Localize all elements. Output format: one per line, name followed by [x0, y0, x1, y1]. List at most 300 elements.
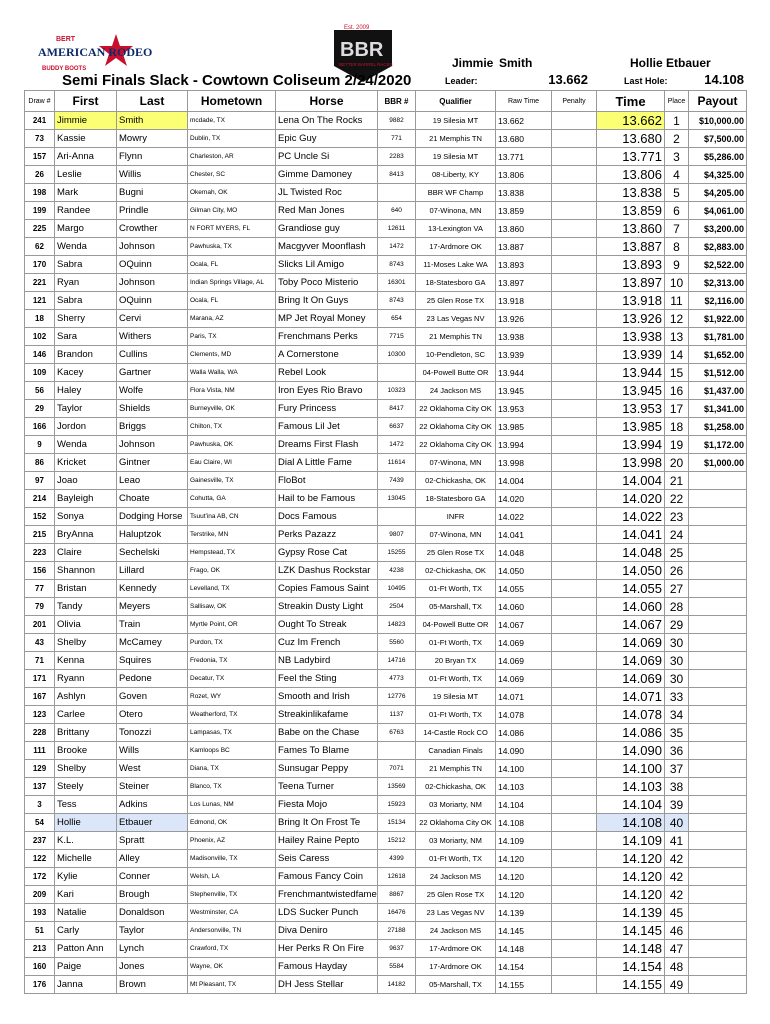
cell-raw-time: 13.938 — [496, 328, 552, 346]
cell-hometown: Flora Vista, NM — [188, 382, 276, 400]
cell-hometown: Chilton, TX — [188, 418, 276, 436]
cell-bbr: 2504 — [378, 598, 416, 616]
cell-first: Claire — [55, 544, 117, 562]
cell-payout — [689, 526, 747, 544]
cell-qualifier: 20 Bryan TX — [416, 652, 496, 670]
cell-horse: Bring It On Frost Te — [276, 814, 378, 832]
cell-horse: A Cornerstone — [276, 346, 378, 364]
cell-payout: $2,883.00 — [689, 238, 747, 256]
bbr-est-text: Est. 2009 — [344, 25, 370, 31]
cell-draw: 129 — [25, 760, 55, 778]
table-row — [25, 598, 747, 616]
cell-last: OQuinn — [117, 256, 188, 274]
cell-raw-time: 14.090 — [496, 742, 552, 760]
table-row — [25, 472, 747, 490]
cell-raw-time: 14.120 — [496, 850, 552, 868]
cell-bbr: 640 — [378, 202, 416, 220]
cell-place: 13 — [665, 328, 689, 346]
logo-small-text: BERT — [56, 36, 76, 43]
table-row — [25, 328, 747, 346]
table-row — [25, 796, 747, 814]
cell-time: 14.071 — [597, 688, 665, 706]
cell-raw-time: 14.055 — [496, 580, 552, 598]
cell-raw-time: 13.998 — [496, 454, 552, 472]
cell-raw-time: 13.926 — [496, 310, 552, 328]
cell-bbr: 771 — [378, 130, 416, 148]
cell-first: Janna — [55, 976, 117, 994]
cell-last: Bugni — [117, 184, 188, 202]
cell-horse: Fury Princess — [276, 400, 378, 418]
cell-draw: 170 — [25, 256, 55, 274]
cell-payout — [689, 922, 747, 940]
cell-draw: 167 — [25, 688, 55, 706]
cell-raw-time: 14.148 — [496, 940, 552, 958]
cell-raw-time: 14.154 — [496, 958, 552, 976]
cell-place: 36 — [665, 742, 689, 760]
cell-time: 14.120 — [597, 886, 665, 904]
cell-hometown: Levelland, TX — [188, 580, 276, 598]
cell-first: Joao — [55, 472, 117, 490]
cell-draw: 213 — [25, 940, 55, 958]
cell-last: Lillard — [117, 562, 188, 580]
cell-bbr: 27188 — [378, 922, 416, 940]
cell-first: Bristan — [55, 580, 117, 598]
cell-first: Jordon — [55, 418, 117, 436]
cell-raw-time: 13.953 — [496, 400, 552, 418]
table-row — [25, 526, 747, 544]
cell-penalty — [552, 922, 597, 940]
cell-raw-time: 14.020 — [496, 490, 552, 508]
cell-time: 14.004 — [597, 472, 665, 490]
cell-payout — [689, 652, 747, 670]
cell-payout: $1,000.00 — [689, 454, 747, 472]
cell-draw: 43 — [25, 634, 55, 652]
cell-horse: Grandiose guy — [276, 220, 378, 238]
table-row — [25, 418, 747, 436]
cell-penalty — [552, 652, 597, 670]
cell-last: Gintner — [117, 454, 188, 472]
cell-place: 6 — [665, 202, 689, 220]
cell-penalty — [552, 274, 597, 292]
table-row — [25, 202, 747, 220]
cell-first: Sabra — [55, 292, 117, 310]
cell-first: Shelby — [55, 634, 117, 652]
table-row — [25, 958, 747, 976]
cell-hometown: Blanco, TX — [188, 778, 276, 796]
cell-penalty — [552, 940, 597, 958]
table-row — [25, 148, 747, 166]
col-qualifier: Qualifier — [416, 91, 496, 112]
cell-bbr: 14823 — [378, 616, 416, 634]
cell-horse: Sunsugar Peppy — [276, 760, 378, 778]
cell-bbr: 8867 — [378, 886, 416, 904]
cell-hometown: Phoenix, AZ — [188, 832, 276, 850]
cell-time: 14.103 — [597, 778, 665, 796]
cell-draw: 225 — [25, 220, 55, 238]
cell-hometown: Dublin, TX — [188, 130, 276, 148]
table-row — [25, 778, 747, 796]
cell-payout — [689, 580, 747, 598]
cell-first: Tess — [55, 796, 117, 814]
cell-raw-time: 13.897 — [496, 274, 552, 292]
cell-last: Haluptzok — [117, 526, 188, 544]
cell-payout — [689, 778, 747, 796]
cell-last: Donaldson — [117, 904, 188, 922]
table-row — [25, 760, 747, 778]
cell-qualifier: 24 Jackson MS — [416, 382, 496, 400]
cell-bbr: 4238 — [378, 562, 416, 580]
cell-time: 13.771 — [597, 148, 665, 166]
cell-payout — [689, 670, 747, 688]
cell-draw: 209 — [25, 886, 55, 904]
cell-draw: 62 — [25, 238, 55, 256]
cell-time: 14.145 — [597, 922, 665, 940]
cell-bbr: 4399 — [378, 850, 416, 868]
cell-bbr: 14716 — [378, 652, 416, 670]
cell-raw-time: 14.120 — [496, 868, 552, 886]
cell-last: West — [117, 760, 188, 778]
cell-hometown: N FORT MYERS, FL — [188, 220, 276, 238]
cell-first: Carly — [55, 922, 117, 940]
cell-payout: $1,341.00 — [689, 400, 747, 418]
cell-place: 24 — [665, 526, 689, 544]
cell-penalty — [552, 706, 597, 724]
cell-place: 39 — [665, 796, 689, 814]
cell-time: 14.148 — [597, 940, 665, 958]
cell-last: Shields — [117, 400, 188, 418]
cell-horse: Seis Caress — [276, 850, 378, 868]
cell-payout — [689, 940, 747, 958]
cell-penalty — [552, 364, 597, 382]
cell-payout — [689, 634, 747, 652]
cell-payout — [689, 508, 747, 526]
cell-horse: Famous Hayday — [276, 958, 378, 976]
col-payout: Payout — [689, 91, 747, 112]
cell-time: 14.139 — [597, 904, 665, 922]
cell-payout — [689, 904, 747, 922]
cell-draw: 193 — [25, 904, 55, 922]
cell-payout — [689, 724, 747, 742]
table-row — [25, 670, 747, 688]
cell-raw-time: 13.860 — [496, 220, 552, 238]
logo-main-text: AMERICAN RODEO — [38, 45, 153, 59]
cell-payout: $4,061.00 — [689, 202, 747, 220]
cell-bbr: 6637 — [378, 418, 416, 436]
cell-draw: 109 — [25, 364, 55, 382]
cell-first: Tandy — [55, 598, 117, 616]
table-row — [25, 112, 747, 130]
cell-raw-time: 14.104 — [496, 796, 552, 814]
cell-time: 13.897 — [597, 274, 665, 292]
cell-penalty — [552, 490, 597, 508]
cell-hometown: Ocala, FL — [188, 256, 276, 274]
cell-time: 14.022 — [597, 508, 665, 526]
cell-time: 14.048 — [597, 544, 665, 562]
cell-hometown: Marana, AZ — [188, 310, 276, 328]
cell-horse: Diva Deniro — [276, 922, 378, 940]
cell-place: 7 — [665, 220, 689, 238]
cell-time: 13.838 — [597, 184, 665, 202]
table-row — [25, 256, 747, 274]
cell-last: Wills — [117, 742, 188, 760]
cell-qualifier: 17-Ardmore OK — [416, 958, 496, 976]
cell-last: Wolfe — [117, 382, 188, 400]
cell-draw: 160 — [25, 958, 55, 976]
cell-penalty — [552, 688, 597, 706]
cell-hometown: Terstrike, MN — [188, 526, 276, 544]
cell-hometown: Rozet, WY — [188, 688, 276, 706]
cell-draw: 166 — [25, 418, 55, 436]
cell-place: 20 — [665, 454, 689, 472]
cell-raw-time: 13.771 — [496, 148, 552, 166]
cell-raw-time: 13.918 — [496, 292, 552, 310]
cell-first: Shelby — [55, 760, 117, 778]
cell-bbr: 13569 — [378, 778, 416, 796]
cell-last: Flynn — [117, 148, 188, 166]
cell-last: Mowry — [117, 130, 188, 148]
cell-penalty — [552, 616, 597, 634]
cell-hometown: Weatherford, TX — [188, 706, 276, 724]
cell-qualifier: 01-Ft Worth, TX — [416, 634, 496, 652]
cell-place: 2 — [665, 130, 689, 148]
cell-time: 13.893 — [597, 256, 665, 274]
cell-penalty — [552, 544, 597, 562]
table-header-row — [25, 91, 747, 112]
cell-hometown: Okemah, OK — [188, 184, 276, 202]
cell-last: OQuinn — [117, 292, 188, 310]
cell-horse: Gimme Damoney — [276, 166, 378, 184]
cell-last: Leao — [117, 472, 188, 490]
cell-qualifier: 01-Ft Worth, TX — [416, 706, 496, 724]
cell-hometown: Pawhuska, OK — [188, 436, 276, 454]
cell-time: 14.100 — [597, 760, 665, 778]
cell-horse: Rebel Look — [276, 364, 378, 382]
cell-draw: 172 — [25, 868, 55, 886]
cell-horse: LZK Dashus Rockstar — [276, 562, 378, 580]
cell-time: 13.926 — [597, 310, 665, 328]
cell-payout — [689, 490, 747, 508]
cell-last: Gartner — [117, 364, 188, 382]
cell-draw: 121 — [25, 292, 55, 310]
cell-last: Dodging Horse — [117, 508, 188, 526]
leader-label: Leader: — [445, 76, 478, 86]
cell-raw-time: 13.859 — [496, 202, 552, 220]
cell-place: 4 — [665, 166, 689, 184]
cell-horse: Streakin Dusty Light — [276, 598, 378, 616]
cell-raw-time: 14.022 — [496, 508, 552, 526]
col-place: Place — [665, 91, 689, 112]
cell-raw-time: 13.806 — [496, 166, 552, 184]
cell-penalty — [552, 886, 597, 904]
cell-penalty — [552, 580, 597, 598]
table-row — [25, 688, 747, 706]
cell-payout: $1,512.00 — [689, 364, 747, 382]
cell-time: 14.078 — [597, 706, 665, 724]
cell-draw: 77 — [25, 580, 55, 598]
cell-raw-time: 13.945 — [496, 382, 552, 400]
last-hole-label: Last Hole: — [624, 76, 668, 86]
cell-horse: Her Perks R On Fire — [276, 940, 378, 958]
col-first: First — [55, 91, 117, 112]
cell-raw-time: 13.985 — [496, 418, 552, 436]
table-row — [25, 814, 747, 832]
cell-bbr: 9807 — [378, 526, 416, 544]
cell-bbr — [378, 364, 416, 382]
cell-raw-time: 14.078 — [496, 706, 552, 724]
cell-horse: Smooth and Irish — [276, 688, 378, 706]
cell-horse: Babe on the Chase — [276, 724, 378, 742]
cell-horse: Fames To Blame — [276, 742, 378, 760]
cell-raw-time: 13.944 — [496, 364, 552, 382]
cell-penalty — [552, 346, 597, 364]
cell-raw-time: 14.069 — [496, 634, 552, 652]
cell-first: Shannon — [55, 562, 117, 580]
cell-penalty — [552, 832, 597, 850]
cell-horse: Famous Fancy Coin — [276, 868, 378, 886]
cell-hometown: Kamloops BC — [188, 742, 276, 760]
cell-qualifier: 01-Ft Worth, TX — [416, 580, 496, 598]
cell-bbr: 7071 — [378, 760, 416, 778]
cell-last: Taylor — [117, 922, 188, 940]
cell-last: Pedone — [117, 670, 188, 688]
cell-time: 13.953 — [597, 400, 665, 418]
cell-place: 42 — [665, 868, 689, 886]
cell-qualifier: 17-Ardmore OK — [416, 238, 496, 256]
cell-payout — [689, 850, 747, 868]
cell-qualifier: 22 Oklahoma City OK — [416, 418, 496, 436]
cell-penalty — [552, 382, 597, 400]
cell-bbr: 10495 — [378, 580, 416, 598]
cell-last: Otero — [117, 706, 188, 724]
cell-payout: $1,922.00 — [689, 310, 747, 328]
cell-penalty — [552, 508, 597, 526]
cell-first: Hollie — [55, 814, 117, 832]
cell-last: Jones — [117, 958, 188, 976]
cell-bbr: 15255 — [378, 544, 416, 562]
cell-horse: Slicks Lil Amigo — [276, 256, 378, 274]
cell-last: Smith — [117, 112, 188, 130]
cell-qualifier: 04-Powell Butte OR — [416, 364, 496, 382]
cell-payout — [689, 598, 747, 616]
cell-qualifier: 07-Winona, MN — [416, 454, 496, 472]
cell-bbr: 12776 — [378, 688, 416, 706]
cell-penalty — [552, 976, 597, 994]
cell-qualifier: 02-Chickasha, OK — [416, 778, 496, 796]
cell-penalty — [552, 436, 597, 454]
cell-hometown: mcdade, TX — [188, 112, 276, 130]
cell-qualifier: 01-Ft Worth, TX — [416, 670, 496, 688]
cell-time: 14.050 — [597, 562, 665, 580]
cell-draw: 123 — [25, 706, 55, 724]
cell-draw: 79 — [25, 598, 55, 616]
cell-penalty — [552, 778, 597, 796]
cell-last: Prindle — [117, 202, 188, 220]
table-row — [25, 652, 747, 670]
cell-hometown: Frago, OK — [188, 562, 276, 580]
table-row — [25, 922, 747, 940]
cell-hometown: Walla Walla, WA — [188, 364, 276, 382]
cell-hometown: Chester, SC — [188, 166, 276, 184]
cell-place: 8 — [665, 238, 689, 256]
cell-time: 13.806 — [597, 166, 665, 184]
cell-qualifier: 07-Winona, MN — [416, 202, 496, 220]
cell-raw-time: 13.662 — [496, 112, 552, 130]
cell-first: Natalie — [55, 904, 117, 922]
cell-place: 33 — [665, 688, 689, 706]
cell-time: 14.069 — [597, 634, 665, 652]
leader-last-name: Smith — [499, 56, 533, 70]
cell-first: Mark — [55, 184, 117, 202]
cell-place: 35 — [665, 724, 689, 742]
cell-place: 27 — [665, 580, 689, 598]
cell-bbr: 11614 — [378, 454, 416, 472]
cell-draw: 73 — [25, 130, 55, 148]
cell-payout: $1,258.00 — [689, 418, 747, 436]
cell-first: Leslie — [55, 166, 117, 184]
cell-payout — [689, 958, 747, 976]
cell-penalty — [552, 868, 597, 886]
cell-first: Sara — [55, 328, 117, 346]
cell-raw-time: 13.939 — [496, 346, 552, 364]
cell-first: Taylor — [55, 400, 117, 418]
cell-qualifier: INFR — [416, 508, 496, 526]
cell-payout: $2,116.00 — [689, 292, 747, 310]
table-row — [25, 292, 747, 310]
cell-payout — [689, 760, 747, 778]
cell-horse: Dreams First Flash — [276, 436, 378, 454]
cell-qualifier: 21 Memphis TN — [416, 130, 496, 148]
cell-qualifier: 07-Winona, MN — [416, 526, 496, 544]
cell-place: 40 — [665, 814, 689, 832]
cell-penalty — [552, 814, 597, 832]
cell-penalty — [552, 148, 597, 166]
table-row — [25, 616, 747, 634]
cell-bbr: 12611 — [378, 220, 416, 238]
cell-horse: Epic Guy — [276, 130, 378, 148]
cell-hometown: Cohutta, GA — [188, 490, 276, 508]
cell-raw-time: 14.069 — [496, 652, 552, 670]
cell-payout — [689, 814, 747, 832]
cell-qualifier: 22 Oklahoma City OK — [416, 814, 496, 832]
cell-place: 25 — [665, 544, 689, 562]
cell-penalty — [552, 562, 597, 580]
cell-time: 14.069 — [597, 652, 665, 670]
cell-place: 22 — [665, 490, 689, 508]
cell-time: 14.086 — [597, 724, 665, 742]
cell-payout: $1,652.00 — [689, 346, 747, 364]
cell-hometown: Crawford, TX — [188, 940, 276, 958]
cell-penalty — [552, 328, 597, 346]
cell-horse: DH Jess Stellar — [276, 976, 378, 994]
cell-time: 13.662 — [597, 112, 665, 130]
last-hole-name: Hollie Etbauer — [630, 56, 711, 70]
cell-raw-time: 13.893 — [496, 256, 552, 274]
cell-first: Patton Ann — [55, 940, 117, 958]
cell-payout: $10,000.00 — [689, 112, 747, 130]
cell-draw: 215 — [25, 526, 55, 544]
cell-hometown: Madisonville, TX — [188, 850, 276, 868]
cell-raw-time: 14.120 — [496, 886, 552, 904]
cell-bbr: 10300 — [378, 346, 416, 364]
cell-bbr: 1472 — [378, 436, 416, 454]
cell-horse: Hailey Raine Pepto — [276, 832, 378, 850]
cell-horse: Frenchmantwistedfame — [276, 886, 378, 904]
cell-draw: 223 — [25, 544, 55, 562]
cell-draw: 221 — [25, 274, 55, 292]
cell-hometown: Welsh, LA — [188, 868, 276, 886]
page-title: Semi Finals Slack - Cowtown Coliseum 2/24/2020 — [62, 72, 412, 89]
cell-first: Ryan — [55, 274, 117, 292]
